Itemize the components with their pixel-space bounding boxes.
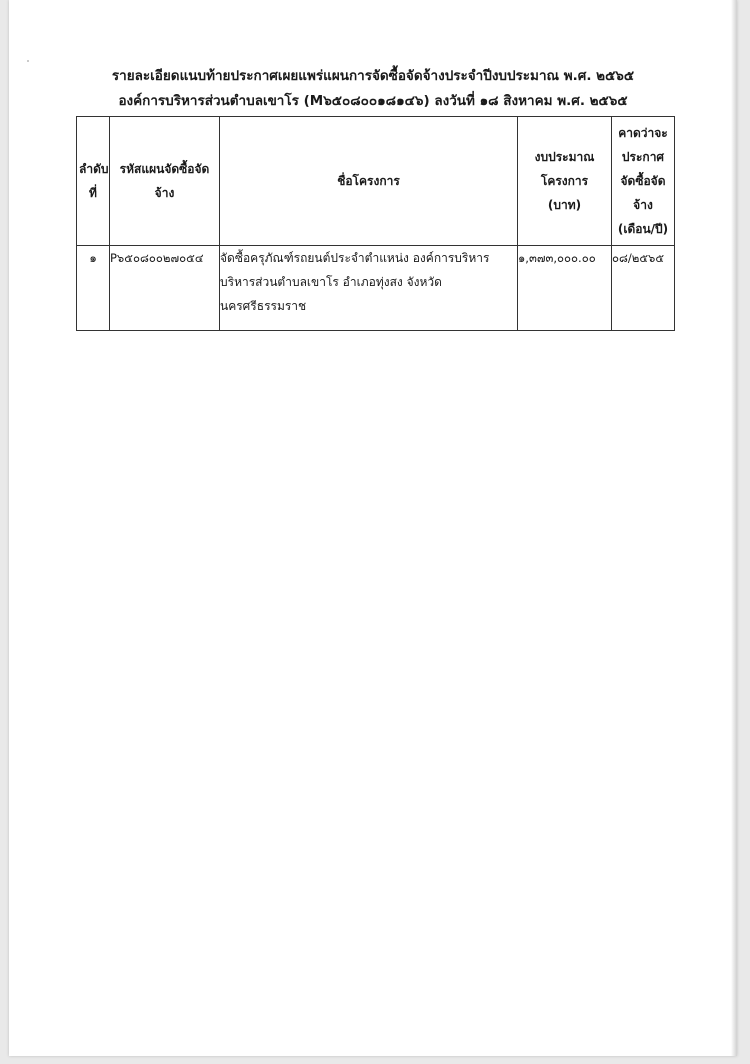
paper-speck — [27, 60, 29, 62]
table-header-row — [77, 117, 675, 246]
procurement-plan-table — [76, 116, 675, 331]
row-project-name: จัดซื้อครุภัณฑ์รถยนต์ประจำตำแหน่ง องค์การบริหารบริหารส่วนตำบลเขาโร อำเภอทุ่งสง จังหวัดนครศรีธรรมราช — [220, 246, 518, 331]
header-expected-month: คาดว่าจะ ประกาศ จัดซื้อจัด จ้าง (เดือน/ปี) — [612, 117, 675, 246]
row-budget: ๑,๓๗๓,๐๐๐.๐๐ — [518, 246, 612, 331]
header-plan-code: รหัสแผนจัดซื้อจัด จ้าง — [110, 117, 220, 246]
header-budget: งบประมาณ โครงการ (บาท) — [518, 117, 612, 246]
document-subtitle: องค์การบริหารส่วนตำบลเขาโร (M๖๕๐๘๐๐๑๘๑๔๖) ลงวันที่ ๑๘ สิงหาคม พ.ศ. ๒๕๖๕ — [118, 93, 628, 109]
table-row — [77, 246, 675, 331]
header-seq: ลำดับ ที่ — [77, 117, 110, 246]
document-title: รายละเอียดแนบท้ายประกาศเผยแพร่แผนการจัดซื้อจัดจ้างประจำปีงบประมาณ พ.ศ. ๒๕๖๕ — [111, 68, 635, 84]
header-project-name: ชื่อโครงการ — [220, 117, 518, 246]
document-page — [9, 0, 737, 1056]
row-expected-month: ๐๘/๒๕๖๕ — [612, 246, 675, 331]
row-seq: ๑ — [77, 246, 110, 331]
row-plan-code: P๖๕๐๘๐๐๒๗๐๕๔ — [110, 246, 220, 331]
